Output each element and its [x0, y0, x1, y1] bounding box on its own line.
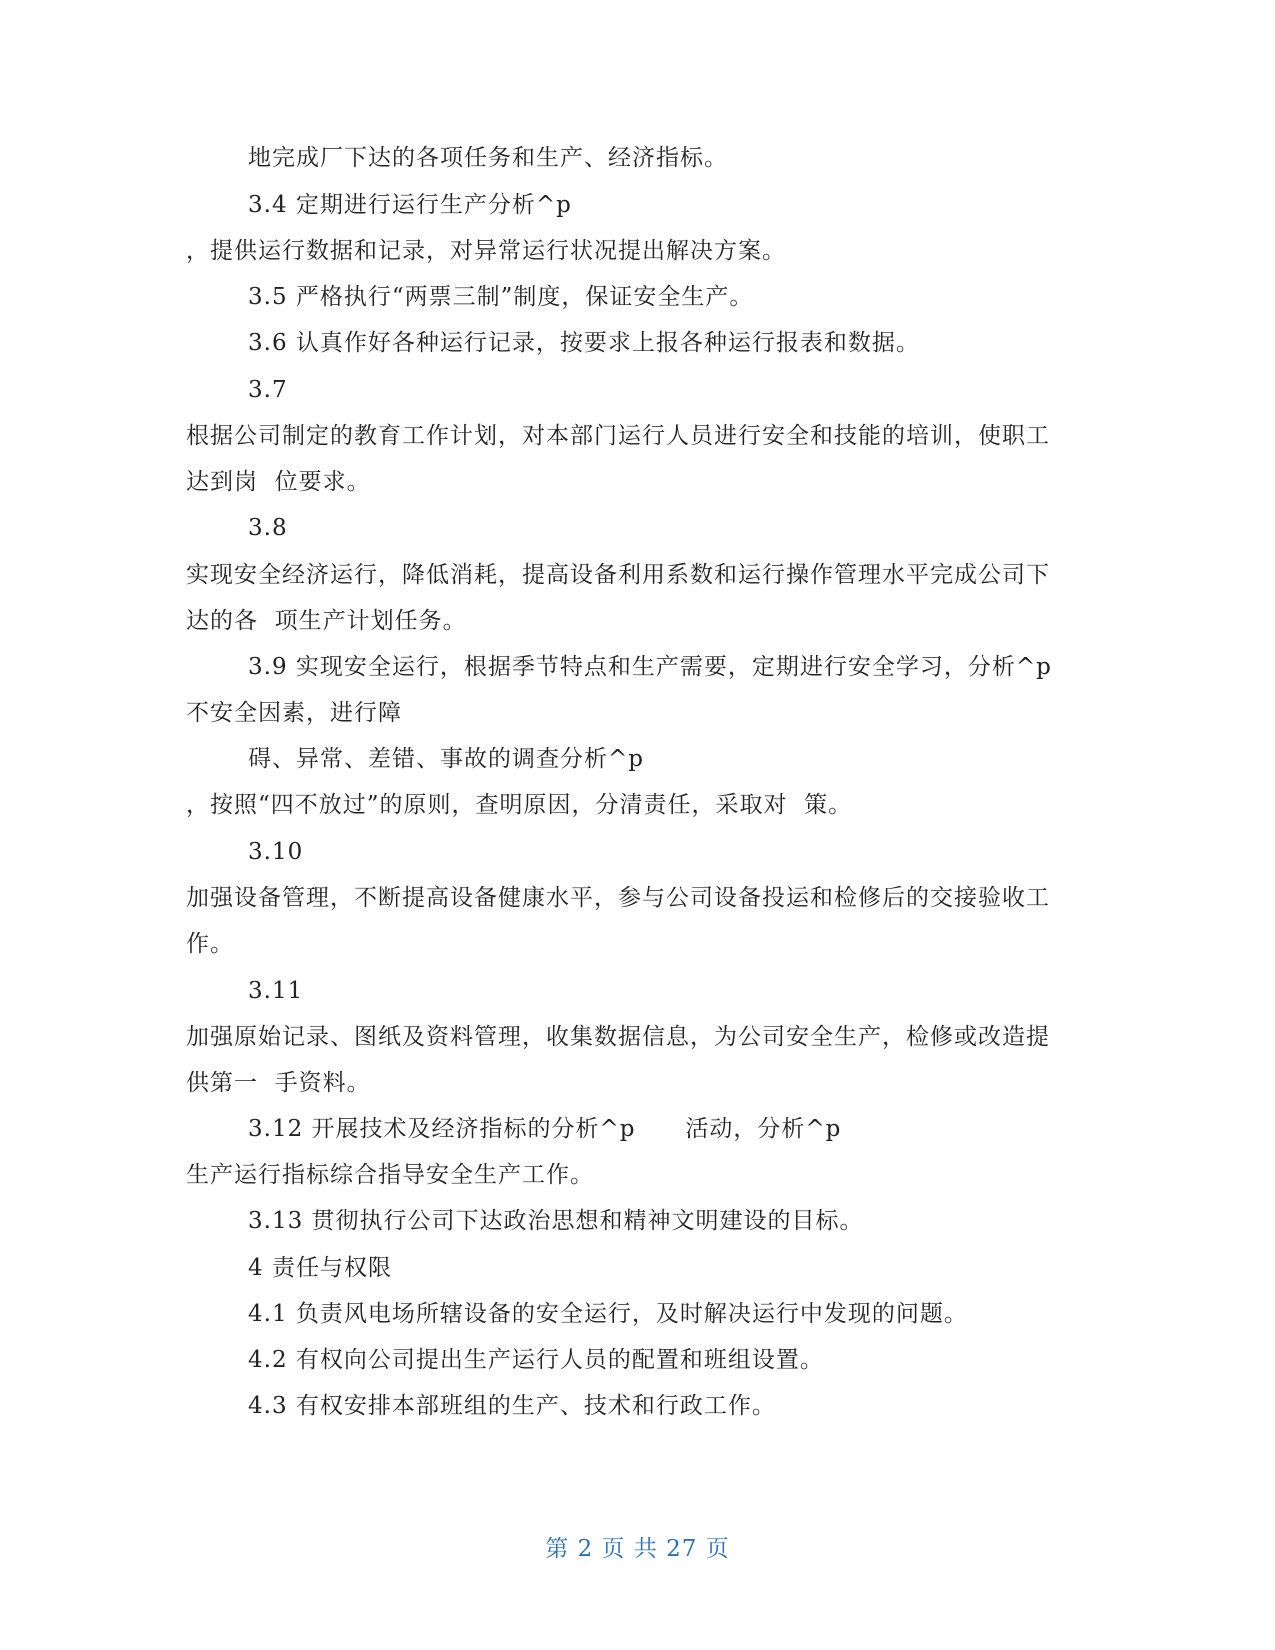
text-line: 4.3 有权安排本部班组的生产、技术和行政工作。	[248, 1393, 776, 1419]
text-line: ，按照“四不放过”的原则，查明原因，分清责任，采取对 策。	[186, 792, 853, 818]
text-line: ，提供运行数据和记录，对异常运行状况提出解决方案。	[186, 238, 786, 264]
text-line: 3.6 认真作好各种运行记录，按要求上报各种运行报表和数据。	[248, 330, 920, 356]
text-line: 3.7	[248, 377, 288, 403]
text-line: 作。	[186, 931, 234, 957]
text-line: 加强原始记录、图纸及资料管理，收集数据信息，为公司安全生产，检修或改造提	[186, 1024, 1050, 1050]
text-line: 实现安全经济运行，降低消耗，提高设备利用系数和运行操作管理水平完成公司下	[186, 562, 1050, 588]
text-line: 3.4 定期进行运行生产分析^p	[248, 192, 572, 218]
text-line: 3.8	[248, 515, 288, 541]
section-heading: 4 责任与权限	[248, 1255, 392, 1281]
text-line: 3.12 开展技术及经济指标的分析^p 活动，分析^p	[248, 1116, 842, 1142]
text-line: 3.10	[248, 839, 304, 865]
text-line: 地完成厂下达的各项任务和生产、经济指标。	[248, 145, 728, 171]
text-line: 3.9 实现安全运行，根据季节特点和生产需要，定期进行安全学习，分析^p	[248, 654, 1052, 680]
text-line: 3.13 贯彻执行公司下达政治思想和精神文明建设的目标。	[248, 1208, 864, 1234]
text-line: 加强设备管理，不断提高设备健康水平，参与公司设备投运和检修后的交接验收工	[186, 885, 1050, 911]
text-line: 达的各 项生产计划任务。	[186, 608, 467, 634]
text-line: 达到岗 位要求。	[186, 469, 371, 495]
text-line: 3.5 严格执行“两票三制”制度，保证安全生产。	[248, 284, 754, 310]
text-line: 根据公司制定的教育工作计划，对本部门运行人员进行安全和技能的培训，使职工	[186, 423, 1050, 449]
text-line: 不安全因素，进行障	[186, 700, 402, 726]
text-line: 供第一 手资料。	[186, 1070, 371, 1096]
text-line: 4.1 负责风电场所辖设备的安全运行，及时解决运行中发现的问题。	[248, 1301, 968, 1327]
text-line: 生产运行指标综合指导安全生产工作。	[186, 1162, 594, 1188]
text-line: 碍、异常、差错、事故的调查分析^p	[248, 746, 644, 772]
text-line: 3.11	[248, 978, 304, 1004]
text-line: 4.2 有权向公司提出生产运行人员的配置和班组设置。	[248, 1347, 824, 1373]
page-footer: 第 2 页 共 27 页	[545, 1536, 730, 1562]
